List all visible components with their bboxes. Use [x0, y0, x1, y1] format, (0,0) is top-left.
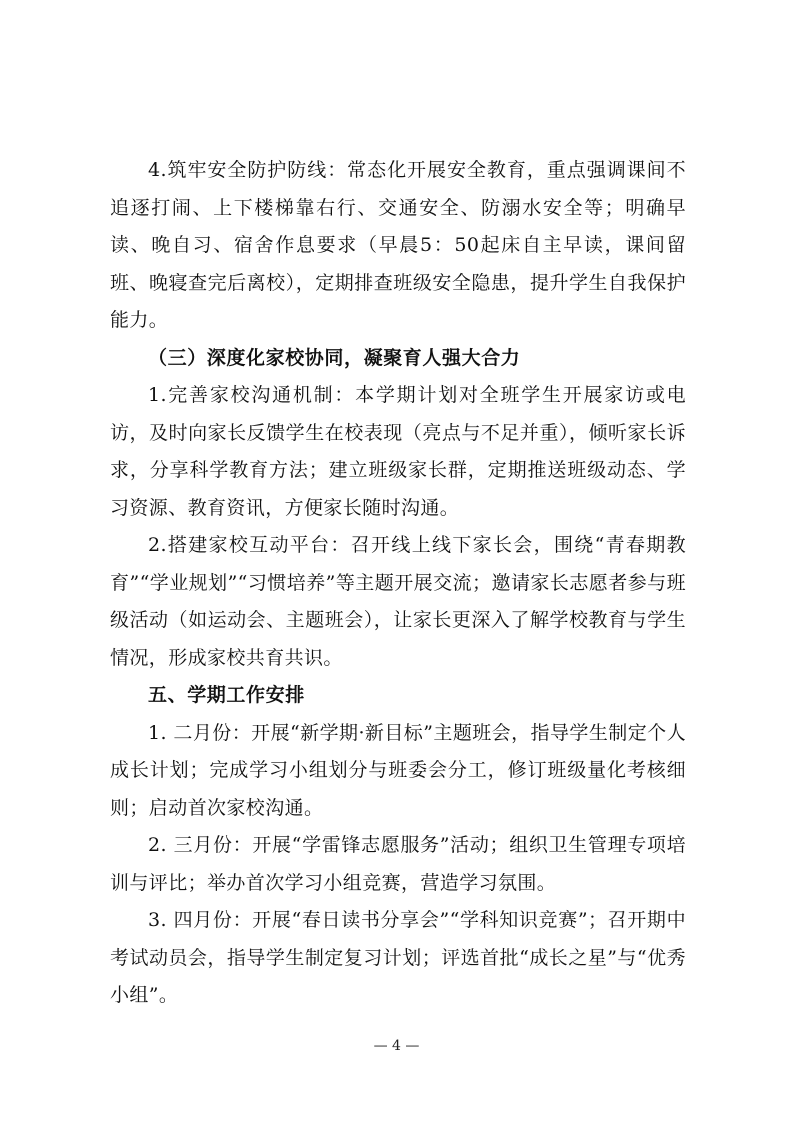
paragraph-february: 1. 二月份：开展“新学期·新目标”主题班会，指导学生制定个人成长计划；完成学习小组划分与班委会分工，修订班级量化考核细则；启动首次家校沟通。: [110, 721, 686, 819]
section-heading-home-school: （三）深度化家校协同，凝聚育人强大合力: [148, 346, 521, 369]
paragraph-march: 2. 三月份：开展“学雷锋志愿服务”活动；组织卫生管理专项培训与评比；举办首次学习小组竞赛，营造学习氛围。: [110, 834, 686, 894]
paragraph-interaction-platform: 2.搭建家校互动平台：召开线上线下家长会，围绕“青春期教育”“学业规划”“习惯培养”等主题开展交流；邀请家长志愿者参与班级活动（如运动会、主题班会），让家长更深入了解学校教育与学生情况，形成家校共育共识。: [110, 534, 686, 669]
paragraph-april: 3. 四月份：开展“春日读书分享会”“学科知识竞赛”；召开期中考试动员会，指导学生制定复习计划；评选首批“成长之星”与“优秀小组”。: [110, 909, 686, 1006]
page-number: — 4 —: [373, 1038, 420, 1054]
document-body: [110, 152, 686, 1015]
paragraph-communication: 1.完善家校沟通机制：本学期计划对全班学生开展家访或电访，及时向家长反馈学生在校表现（亮点与不足并重），倾听家长诉求，分享科学教育方法；建立班级家长群，定期推送班级动态、学习资源、教育资讯，方便家长随时沟通。: [110, 384, 686, 519]
section-heading-schedule: 五、学期工作安排: [148, 684, 305, 706]
paragraph-safety: 4.筑牢安全防护防线：常态化开展安全教育，重点强调课间不追逐打闹、上下楼梯靠右行、交通安全、防溺水安全等；明确早读、晚自习、宿舍作息要求（早晨5：50起床自主早读，课间留班、晚寝查完后离校），定期排查班级安全隐患，提升学生自我保护能力。: [110, 159, 686, 331]
